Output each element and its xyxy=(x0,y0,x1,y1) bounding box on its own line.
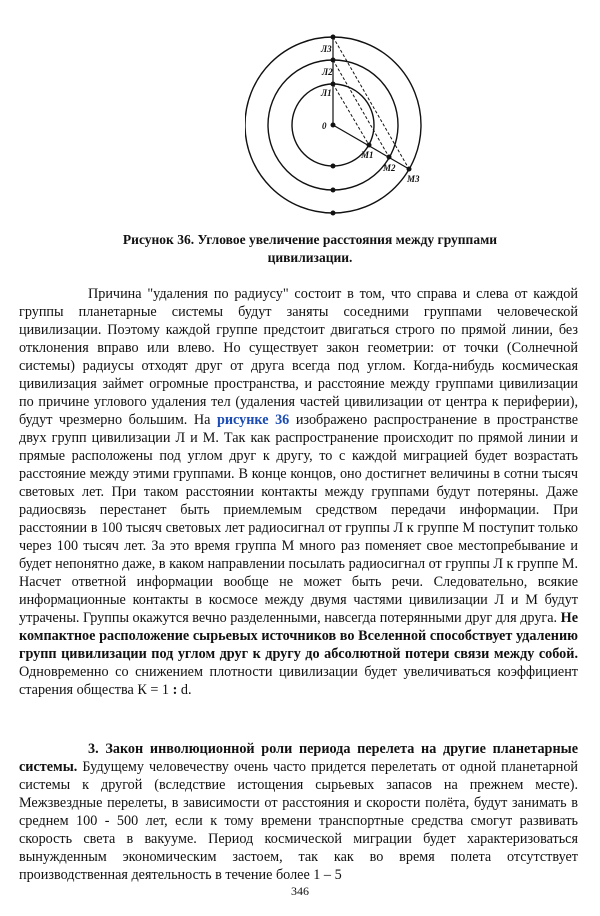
paragraph-1-bold-statement: Не компактное расположение сырьевых источников во Вселенной способствует удалению групп цивилизации под углом друг к другу до абсолютной потери связи между собой. xyxy=(19,610,579,662)
paragraph-2 xyxy=(19,740,578,884)
label-m1: М1 xyxy=(361,150,374,160)
paragraph-1-text-b: изображено распространение в пространстве двух групп цивилизации Л и М. Так как распространение происходит по прямой линии и прямые расположены под углом друг к другу, то с каждой миграцией будет возрастать расстояние между этими группами. В конце концов, оно достигнет величины в сотни тысяч световых лет. При таком расстоянии контакты между группами будут потеряны. Даже радиосвязь перестанет быть приемлемым средством передачи информации. При расстоянии в 100 тысяч световых лет радиосигнал от группы Л к группе М поступит только через 100 тысяч лет. За это время группа М много раз поменяет свое местопребывание и будет непонятно даже, в каком направлении посылать радиосигнал от группы Л к группе М. Насчет ответной информации вообще не может быть речи. Следовательно, всякие информационные контакты в космосе между двумя частями цивилизации Л и М будут утрачены. Группы окажутся вечно разделенными, навсегда потерянными друг для друга. xyxy=(19,412,579,626)
paragraph-1 xyxy=(19,285,578,699)
point-bottom-1 xyxy=(331,164,336,169)
label-m2: М2 xyxy=(383,163,396,173)
paragraph-1-text-d: d. xyxy=(180,682,192,698)
point-l2 xyxy=(331,58,336,63)
paragraph-2-text: Будущему человечеству очень часто придется перелетать от одной планетарной системы к другой (вследствие истощения сырьевых запасов на прежнем месте). Межзвездные перелеты, в зависимости от расстояния и скорости полёта, будут занимать в среднем 100 - 500 лет, если к тому времени транспортные средства смогут развивать скорость света в вакууме. Период космической миграции будет характеризоваться вынужденным экономическим застоем, так как во время полета отсутствует производственная деятельность в течение более 1 – 5 xyxy=(19,759,579,883)
point-m2 xyxy=(387,155,392,160)
label-l2: Л2 xyxy=(322,67,333,77)
point-bottom-3 xyxy=(331,211,336,216)
figure-caption-line-2: цивилизации. xyxy=(267,250,353,265)
point-l1 xyxy=(331,82,336,87)
figure-caption-line-1: Рисунок 36. Угловое увеличение расстояния между группами xyxy=(122,232,498,247)
dashed-l2-m2 xyxy=(333,60,389,157)
paragraph-1-text-a: Причина "удаления по радиусу" состоит в том, что справа и слева от каждой группы планетарные системы будут заняты соседними группами человеческой цивилизации. Поэтому каждой группе предстоит двигаться строго по прямой линии, без отклонения вправо или влево. Но существует закон геометрии: от точки (Солнечной системы) радиусы отходят друг от друга всегда под углом. Когда-нибудь космическая цивилизация займет огромные пространства, и расстояние между группами цивилизации по причине углового удаления тел (удаления частей цивилизации от центра к периферии), будут чрезмерно большим. На xyxy=(19,286,578,428)
formula-colon: : xyxy=(172,682,178,698)
point-m3 xyxy=(407,167,412,172)
orbit-diagram xyxy=(245,18,425,218)
point-l3 xyxy=(331,35,336,40)
law-3-heading: 3. Закон инволюционной роли периода перелета на другие планетарные системы. xyxy=(19,741,578,775)
label-center: 0 xyxy=(322,121,327,131)
point-m1 xyxy=(367,143,372,148)
label-m3: М3 xyxy=(407,174,420,184)
label-l1: Л1 xyxy=(321,88,332,98)
figure-36-link[interactable]: рисунке 36 xyxy=(216,412,290,428)
label-l3: Л3 xyxy=(321,44,332,54)
paragraph-1-text-c: Одновременно со снижением плотности цивилизации будет увеличиваться коэффициент старения общества К = 1 xyxy=(19,664,578,698)
page-number: 346 xyxy=(291,884,309,898)
center-point xyxy=(331,123,336,128)
point-bottom-2 xyxy=(331,188,336,193)
